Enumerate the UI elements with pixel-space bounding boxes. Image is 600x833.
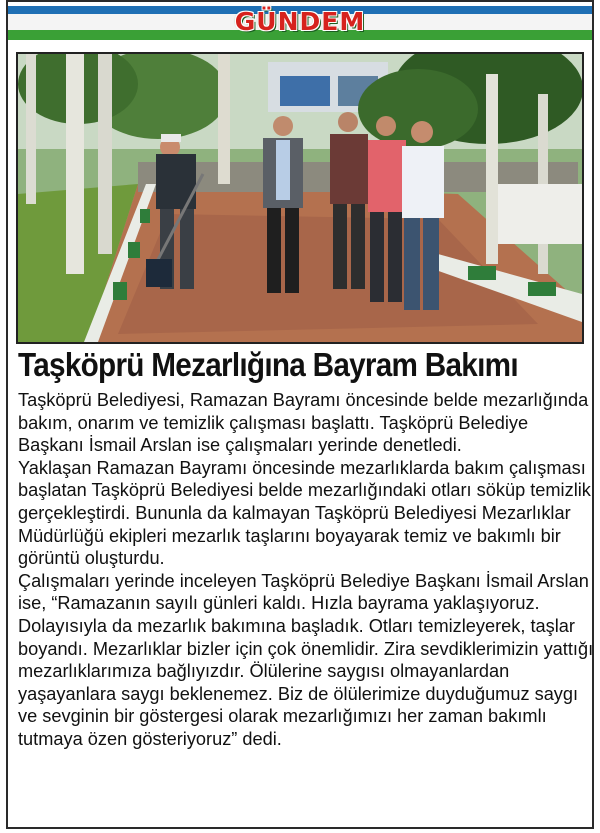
article-body (18, 389, 596, 751)
article-photo (16, 52, 584, 344)
newspaper-clipping (6, 0, 594, 829)
section-header (8, 2, 592, 50)
article-paragraph: Taşköprü Belediyesi, Ramazan Bayramı öncesinde belde mezarlığında bakım, onarım ve temizlik çalışması başlattı. Taşköprü Belediye Başkanı İsmail Arslan ise çalışmaları yerinde denetledi. (18, 390, 589, 456)
article-paragraph: Yaklaşan Ramazan Bayramı öncesinde mezarlıklarda bakım çalışması başlatan Taşköprü Belediyesi belde mezarlığındaki otları söküp temizlik gerçekleştirdi. Bununla da kalmayan Taşköprü Belediyesi Mezarlıklar Müdürlüğü ekipleri mezarlık taşlarını boyayarak temiz ve bakımlı bir görüntü oluşturdu. (18, 457, 591, 569)
article-paragraph: Çalışmaları yerinde inceleyen Taşköprü Belediye Başkanı İsmail Arslan ise, “Ramazanın sayılı günleri kaldı. Hızla bayrama yaklaşıyoruz. Dolayısıyla da mezarlık bakımına başladık. Otları temizleyerek, taşlar boyandı. Mezarlıklar bizler için çok önemlidir. Zira sevdiklerimizin yattığı mezarlıklarımıza bağlıyızdır. Ölülerine saygısı olmayanlardan yaşayanlara saygı beklenemez. Biz de ölülerimize duyduğumuz saygı ve sevginin bir göstergesi olarak mezarlığımızı her zaman bakımlı tutmaya özen gösteriyoruz” dedi. (18, 570, 594, 749)
section-label: GÜNDEM (234, 7, 366, 36)
article-headline: Taşköprü Mezarlığına Bayram Bakımı (18, 346, 518, 383)
